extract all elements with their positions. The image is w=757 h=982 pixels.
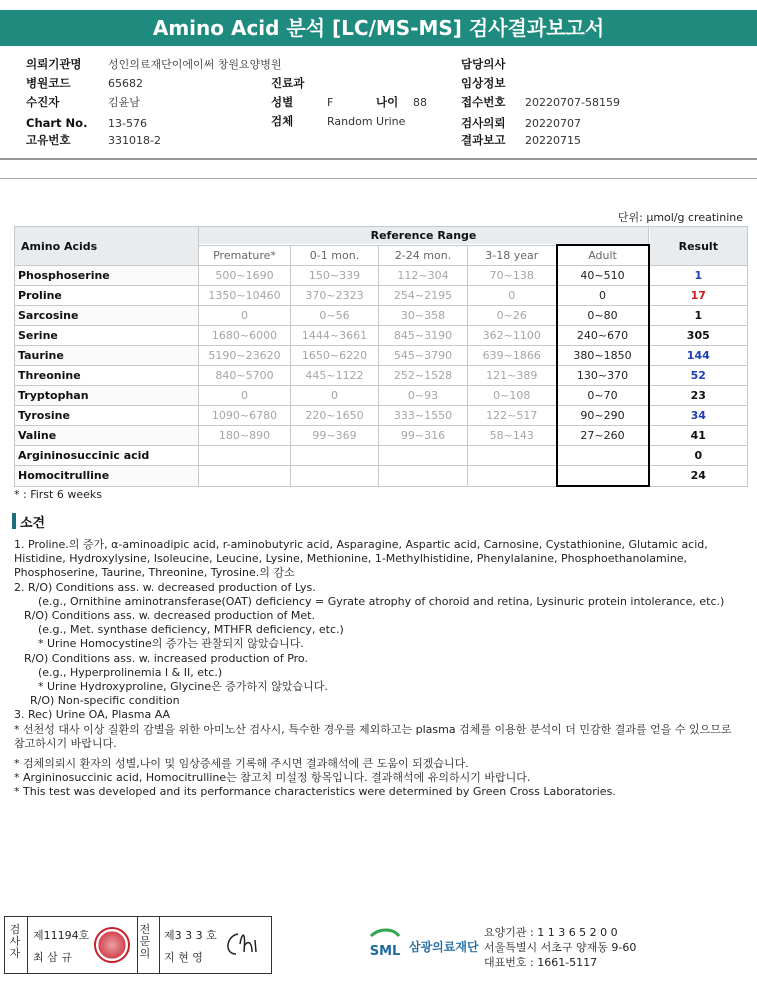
unique-value: 331018-2 xyxy=(108,134,161,147)
ref-m224: 845~3190 xyxy=(379,326,468,346)
ref-adult: 27~260 xyxy=(557,426,649,446)
result-value: 144 xyxy=(649,346,748,366)
col-reference-range: Reference Range xyxy=(199,227,649,246)
table-row xyxy=(15,406,748,426)
institution-value: 성인의료재단이에이써 창원요양병원 xyxy=(108,58,282,71)
ref-y318: 58~143 xyxy=(468,426,557,446)
age-value: 88 xyxy=(413,96,427,109)
ref-y318: 121~389 xyxy=(468,366,557,386)
divider-bottom xyxy=(0,178,757,179)
examiner-seal-icon xyxy=(94,927,130,963)
ref-premature xyxy=(199,446,291,466)
footnote: * : First 6 weeks xyxy=(14,488,102,501)
ref-premature: 840~5700 xyxy=(199,366,291,386)
ref-adult: 130~370 xyxy=(557,366,649,386)
results-table xyxy=(14,226,748,487)
ref-m224: 254~2195 xyxy=(379,286,468,306)
ref-m01: 370~2323 xyxy=(291,286,379,306)
ref-m01 xyxy=(291,466,379,487)
ref-premature: 0 xyxy=(199,306,291,326)
result-value: 23 xyxy=(649,386,748,406)
amino-acid-name: Homocitrulline xyxy=(15,466,199,487)
result-value: 24 xyxy=(649,466,748,487)
ref-adult: 40~510 xyxy=(557,266,649,286)
sub-3-18-year: 3-18 year xyxy=(468,245,557,266)
amino-acid-name: Threonine xyxy=(15,366,199,386)
amino-acid-name: Phosphoserine xyxy=(15,266,199,286)
unique-label: 고유번호 xyxy=(26,133,71,147)
ref-premature: 5190~23620 xyxy=(199,346,291,366)
lab-code: 요양기관 : 1 1 3 6 5 2 0 0 xyxy=(484,926,618,939)
result-value: 0 xyxy=(649,446,748,466)
ref-m01: 150~339 xyxy=(291,266,379,286)
comment-line: (e.g., Ornithine aminotransferase(OAT) deficiency = Gyrate atrophy of choroid and retina, Lysinuric protein intolerance, etc.) xyxy=(38,594,725,608)
result-value: 41 xyxy=(649,426,748,446)
ref-premature: 500~1690 xyxy=(199,266,291,286)
comment-line: Phosphoserine, Taurine, Threonine, Tyrosine.의 감소 xyxy=(14,566,295,580)
table-row xyxy=(15,366,748,386)
chart-label: Chart No. xyxy=(26,116,88,130)
ref-y318: 70~138 xyxy=(468,266,557,286)
comment-line: R/O) Conditions ass. w. decreased production of Met. xyxy=(24,609,315,622)
ref-m01: 0 xyxy=(291,386,379,406)
amino-acid-name: Tyrosine xyxy=(15,406,199,426)
table-row xyxy=(15,446,748,466)
sex-label: 성별 xyxy=(271,95,294,109)
ref-m01: 445~1122 xyxy=(291,366,379,386)
specialist-name: 지 현 영 xyxy=(164,951,203,964)
patient-label: 수진자 xyxy=(26,95,60,109)
age-label: 나이 xyxy=(376,95,399,109)
hospital-code-label: 병원코드 xyxy=(26,76,71,90)
ref-m224: 30~358 xyxy=(379,306,468,326)
amino-acid-name: Serine xyxy=(15,326,199,346)
ref-y318 xyxy=(468,446,557,466)
sub-adult: Adult xyxy=(557,245,649,266)
ref-m01: 220~1650 xyxy=(291,406,379,426)
examiner-no: 제11194호 xyxy=(33,929,90,942)
comment-line: (e.g., Met. synthase deficiency, MTHFR deficiency, etc.) xyxy=(38,623,344,637)
ref-adult: 0 xyxy=(557,286,649,306)
ref-m224: 545~3790 xyxy=(379,346,468,366)
comment-line: R/O) Non-specific condition xyxy=(30,694,180,708)
specialist-label: 전문의 xyxy=(139,923,151,960)
amino-acid-name: Proline xyxy=(15,286,199,306)
ref-premature: 0 xyxy=(199,386,291,406)
table-row xyxy=(15,266,748,286)
ref-adult xyxy=(557,446,649,466)
ref-adult: 240~670 xyxy=(557,326,649,346)
ref-y318: 639~1866 xyxy=(468,346,557,366)
ref-adult xyxy=(557,466,649,487)
institution-label: 의뢰기관명 xyxy=(26,57,82,71)
comment-line: * Urine Homocystine의 증가는 관찰되지 않았습니다. xyxy=(38,637,304,651)
comment-title: 소견 xyxy=(20,516,46,531)
table-row xyxy=(15,286,748,306)
ref-m01: 0~56 xyxy=(291,306,379,326)
ref-m224: 0~93 xyxy=(379,386,468,406)
ref-premature: 180~890 xyxy=(199,426,291,446)
patient-value: 김윤남 xyxy=(108,96,140,109)
ref-y318 xyxy=(468,466,557,487)
result-value: 34 xyxy=(649,406,748,426)
lab-phone: 대표번호 : 1661-5117 xyxy=(484,956,598,969)
examiner-label: 검사자 xyxy=(9,923,21,960)
ref-y318: 0~108 xyxy=(468,386,557,406)
ref-premature: 1350~10460 xyxy=(199,286,291,306)
report-title: Amino Acid 분석 [LC/MS-MS] 검사결과보고서 xyxy=(0,10,757,46)
svg-text:SML: SML xyxy=(369,944,401,959)
ref-m01: 99~369 xyxy=(291,426,379,446)
comment-line: R/O) Conditions ass. w. increased production of Pro. xyxy=(24,651,308,665)
ref-m01 xyxy=(291,446,379,466)
ref-adult: 90~290 xyxy=(557,406,649,426)
ref-premature: 1680~6000 xyxy=(199,326,291,346)
specialist-no: 제3 3 3 호 xyxy=(164,929,217,942)
result-value: 52 xyxy=(649,366,748,386)
ref-m01: 1444~3661 xyxy=(291,326,379,346)
sub-0-1-mon: 0-1 mon. xyxy=(291,245,379,266)
receipt-value: 20220707-58159 xyxy=(525,96,620,109)
result-value: 17 xyxy=(649,286,748,306)
comment-line: * Urine Hydroxyproline, Glycine은 증가하지 않았습니다. xyxy=(38,680,328,693)
report-value: 20220715 xyxy=(525,134,581,147)
sml-logo-icon xyxy=(367,928,403,962)
ref-y318: 0~26 xyxy=(468,306,557,326)
lab-info xyxy=(484,925,636,970)
lab-address: 서울특별시 서초구 양재동 9-60 xyxy=(484,941,637,954)
result-value: 1 xyxy=(649,266,748,286)
ref-m224: 99~316 xyxy=(379,426,468,446)
specimen-value: Random Urine xyxy=(327,115,406,128)
unit-label: 단위: μmol/g creatinine xyxy=(617,211,743,224)
ref-adult: 380~1850 xyxy=(557,346,649,366)
table-row xyxy=(15,346,748,366)
ref-premature: 1090~6780 xyxy=(199,406,291,426)
table-row xyxy=(15,306,748,326)
amino-acid-name: Tryptophan xyxy=(15,386,199,406)
ref-m01: 1650~6220 xyxy=(291,346,379,366)
comment-line: 3. Rec) Urine OA, Plasma AA xyxy=(14,708,171,722)
request-value: 20220707 xyxy=(525,117,581,130)
amino-acid-name: Taurine xyxy=(15,346,199,366)
doctor-label: 담당의사 xyxy=(461,57,506,71)
table-row xyxy=(15,426,748,446)
amino-acid-name: Sarcosine xyxy=(15,306,199,326)
report-label: 결과보고 xyxy=(461,133,506,147)
comment-line: 2. R/O) Conditions ass. w. decreased production of Lys. xyxy=(14,580,316,594)
ref-m224 xyxy=(379,446,468,466)
request-label: 검사의뢰 xyxy=(461,116,506,130)
result-value: 305 xyxy=(649,326,748,346)
comment-line: Histidine, Hydroxylysine, Isoleucine, Leucine, Lysine, Methionine, 1-Methylhistidine, Phenylalanine, Phosphoethanolamine, xyxy=(14,552,688,566)
table-row xyxy=(15,466,748,487)
ref-m224: 112~304 xyxy=(379,266,468,286)
specimen-label: 검체 xyxy=(271,114,294,128)
col-amino-acids: Amino Acids xyxy=(15,227,199,266)
result-value: 1 xyxy=(649,306,748,326)
ref-adult: 0~80 xyxy=(557,306,649,326)
comment-line: 참고하시기 바랍니다. xyxy=(14,736,117,750)
comment-line: * 검체의뢰시 환자의 성별,나이 및 임상증세를 기록해 주시면 결과해석에 큰 도움이 되겠습니다. xyxy=(14,757,469,770)
clinical-label: 임상정보 xyxy=(461,76,506,90)
ref-y318: 362~1100 xyxy=(468,326,557,346)
ref-m224 xyxy=(379,466,468,487)
sex-value: F xyxy=(327,96,334,109)
comment-line: * 선천성 대사 이상 질환의 감별을 위한 아미노산 검사시, 특수한 경우를 제외하고는 plasma 검체를 이용한 분석이 더 민감한 결과를 얻을 수 있으므로 xyxy=(14,722,732,736)
table-row xyxy=(15,326,748,346)
sub-premature: Premature* xyxy=(199,245,291,266)
receipt-label: 접수번호 xyxy=(461,95,506,109)
specialist-signature-icon xyxy=(222,928,262,962)
sub-2-24-mon: 2-24 mon. xyxy=(379,245,468,266)
comment-line: 1. Proline.의 증가, α-aminoadipic acid, r-aminobutyric acid, Asparagine, Aspartic acid, Carnosine, Cystathionine, Glutamic acid, xyxy=(14,538,708,551)
amino-acid-name: Valine xyxy=(15,426,199,446)
dept-label: 진료과 xyxy=(271,76,305,90)
comment-line: (e.g., Hyperprolinemia I & II, etc.) xyxy=(38,665,223,679)
ref-m224: 333~1550 xyxy=(379,406,468,426)
ref-adult: 0~70 xyxy=(557,386,649,406)
comment-bar xyxy=(12,513,16,529)
divider-top xyxy=(0,158,757,160)
amino-acid-name: Argininosuccinic acid xyxy=(15,446,199,466)
col-result: Result xyxy=(649,227,748,266)
ref-y318: 0 xyxy=(468,286,557,306)
comment-line: * Argininosuccinic acid, Homocitrulline는 참고치 미설정 항목입니다. 결과해석에 유의하시기 바랍니다. xyxy=(14,771,531,785)
examiner-name: 최 삼 규 xyxy=(33,951,72,964)
ref-m224: 252~1528 xyxy=(379,366,468,386)
hospital-code-value: 65682 xyxy=(108,77,143,90)
table-row xyxy=(15,386,748,406)
comment-line: * This test was developed and its performance characteristics were determined by Green Cross Laboratories. xyxy=(14,785,616,799)
ref-premature xyxy=(199,466,291,487)
lab-name: 삼광의료재단 xyxy=(409,940,479,954)
chart-value: 13-576 xyxy=(108,117,147,130)
ref-y318: 122~517 xyxy=(468,406,557,426)
